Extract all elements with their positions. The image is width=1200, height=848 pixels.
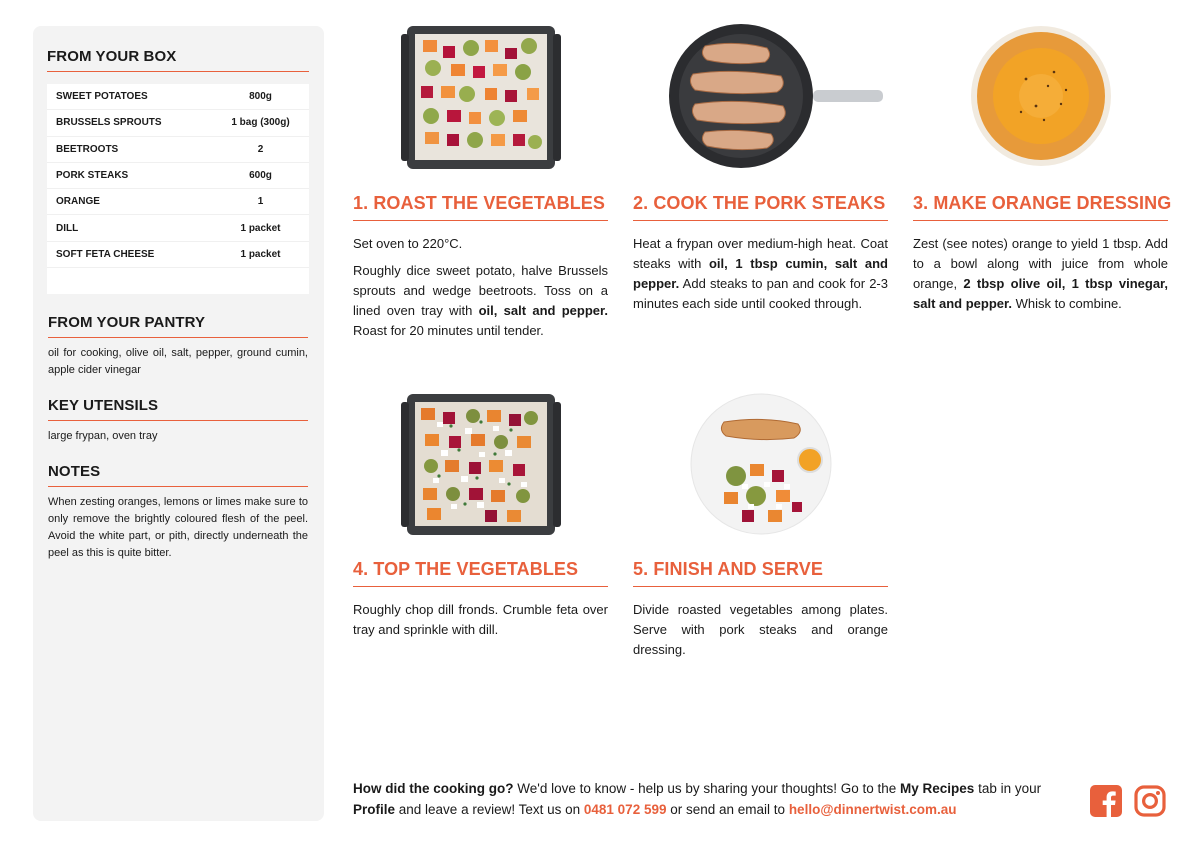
utensils-title: KEY UTENSILS (48, 397, 159, 414)
text-run: Whisk to combine. (1011, 296, 1122, 311)
notes-title: NOTES (48, 463, 101, 480)
ingredient-name: ORANGE (56, 196, 100, 208)
text-run: Heat a frypan over medium-high heat. Coat steaks with (633, 236, 888, 271)
text-run-bold: 2 tbsp olive oil, 1 tbsp vinegar, salt and pepper. (913, 276, 1168, 311)
email-link[interactable]: hello@dinnertwist.com.au (788, 802, 957, 817)
ingredient-name: PORK STEAKS (56, 170, 129, 182)
divider (48, 420, 308, 421)
social-links (1090, 785, 1166, 822)
step-1-para-2 (353, 261, 608, 341)
step-4-title: 4. TOP THE VEGETABLES (353, 559, 579, 579)
orange-dressing-bowl-image (913, 24, 1168, 171)
instagram-icon[interactable] (1134, 785, 1166, 822)
topped-vegetables-tray-image (353, 392, 608, 537)
ingredients-sidebar (33, 26, 324, 821)
ingredient-name: DILL (56, 222, 79, 234)
divider (48, 337, 308, 338)
pantry-text: oil for cooking, olive oil, salt, pepper, ground cumin, apple cider vinegar (48, 347, 308, 376)
text-run: and leave a review! Text us on (395, 802, 584, 817)
step-2-text (633, 234, 888, 314)
text-run-bold: oil, 1 tbsp cumin, salt and pepper. (633, 256, 888, 291)
plated-dish-image (633, 392, 888, 537)
ingredient-qty: 2 (257, 143, 264, 155)
divider (47, 71, 309, 72)
divider (353, 220, 608, 221)
footer-question: How did the cooking go? (353, 781, 514, 796)
text-run: or send an email to (666, 802, 789, 817)
step-1-para-1: Set oven to 220°C. (353, 236, 463, 251)
text-run: tab in your (974, 781, 1042, 796)
step-3-title: 3. MAKE ORANGE DRESSING (913, 193, 1172, 213)
step-2-para (633, 234, 888, 314)
step-5 (633, 392, 888, 660)
step-1-text (353, 234, 608, 341)
notes-section (48, 463, 308, 562)
step-3-para (913, 234, 1168, 314)
divider (633, 586, 888, 587)
table-row (47, 110, 309, 136)
table-row (47, 137, 309, 163)
facebook-icon[interactable] (1090, 785, 1122, 822)
utensils-text: large frypan, oven tray (48, 430, 158, 442)
ingredient-name: BRUSSELS SPROUTS (56, 117, 162, 129)
table-row (47, 163, 309, 189)
table-row (47, 242, 309, 268)
step-2-title: 2. COOK THE PORK STEAKS (633, 193, 886, 213)
pantry-title: FROM YOUR PANTRY (48, 314, 206, 331)
my-recipes-link[interactable]: My Recipes (900, 781, 975, 796)
profile-link[interactable]: Profile (353, 802, 396, 817)
from-your-box-header (47, 48, 309, 72)
step-1 (353, 24, 608, 341)
ingredient-name: SOFT FETA CHEESE (56, 248, 155, 260)
ingredient-name: SWEET POTATOES (56, 91, 148, 103)
text-run-bold: oil, salt and pepper. (478, 303, 608, 318)
text-run: We'd love to know - help us by sharing your thoughts! Go to the (513, 781, 901, 796)
phone-link[interactable]: 0481 072 599 (583, 802, 667, 817)
step-2 (633, 24, 888, 314)
ingredient-qty: 1 packet (240, 222, 281, 234)
ingredient-qty: 800g (249, 91, 272, 103)
step-5-text (633, 600, 888, 660)
divider (48, 486, 308, 487)
ingredient-qty: 1 packet (240, 248, 281, 260)
pantry-section (48, 314, 308, 379)
from-your-box-title: FROM YOUR BOX (47, 48, 177, 65)
table-row (47, 189, 309, 215)
step-1-title: 1. ROAST THE VEGETABLES (353, 193, 605, 213)
box-ingredients-table (47, 84, 309, 294)
text-run: Zest (see notes) orange to yield 1 tbsp. Add to a bowl along with juice from whole orange, (913, 236, 1168, 291)
text-run: Roughly dice sweet potato, halve Brussels sprouts and wedge beetroots. Toss on a lined oven tray with (353, 263, 608, 318)
divider (913, 220, 1168, 221)
table-row (47, 215, 309, 241)
table-row-empty (47, 268, 309, 294)
roasted-vegetables-tray-image (353, 24, 608, 171)
step-5-para: Divide roasted vegetables among plates. Serve with pork steaks and orange dressing. (633, 602, 888, 657)
step-3 (913, 24, 1172, 314)
text-run: Roast for 20 minutes until tender. (353, 323, 544, 338)
ingredient-qty: 1 bag (300g) (231, 117, 290, 129)
ingredient-qty: 600g (249, 170, 272, 182)
table-row (47, 84, 309, 110)
ingredient-qty: 1 (257, 196, 264, 208)
step-4-text (353, 600, 608, 640)
step-4 (353, 392, 608, 640)
pork-steaks-frypan-image (633, 24, 888, 171)
utensils-section (48, 397, 308, 445)
step-4-para: Roughly chop dill fronds. Crumble feta over tray and sprinkle with dill. (353, 602, 608, 637)
step-5-title: 5. FINISH AND SERVE (633, 559, 823, 579)
notes-text: When zesting oranges, lemons or limes make sure to only remove the brightly coloured flesh of the peel. Avoid the white part, or pith, directly underneath the peel as this is quite bitter. (48, 496, 308, 559)
divider (633, 220, 888, 221)
text-run: Add steaks to pan and cook for 2-3 minutes each side until cooked through. (633, 276, 888, 311)
ingredient-name: BEETROOTS (56, 143, 119, 155)
review-footer (353, 778, 1073, 820)
divider (353, 586, 608, 587)
step-3-text (913, 234, 1168, 314)
